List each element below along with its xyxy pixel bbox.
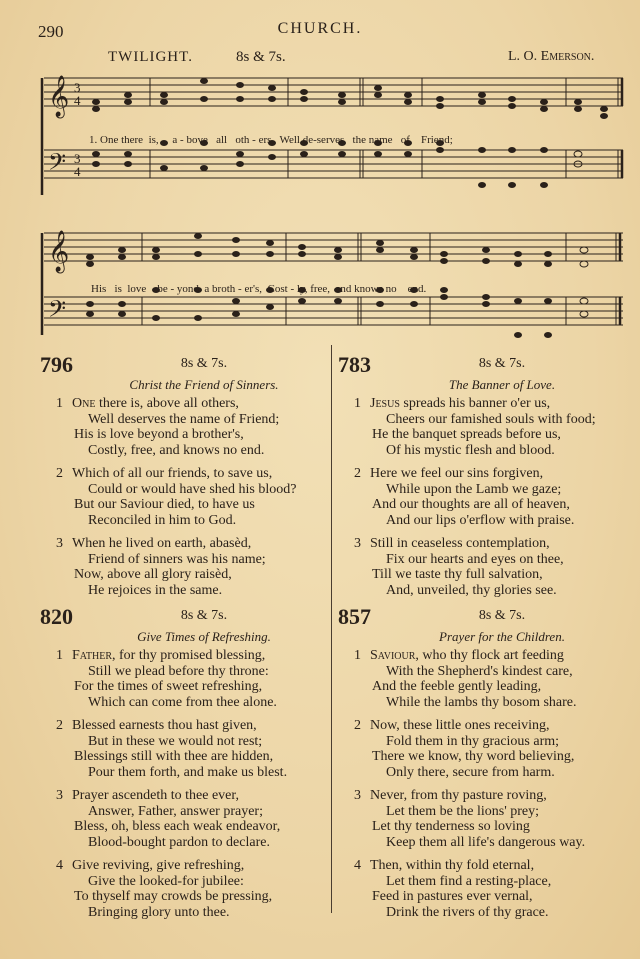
svg-text:𝄢: 𝄢 xyxy=(48,148,67,181)
tune-name: TWILIGHT. xyxy=(108,49,193,65)
verse-3: 3 Never, from thy pasture roving, Let them be the lions' prey; Let thy tenderness so loving Keep them all life's dangerous way. xyxy=(354,788,586,850)
hymn-verses xyxy=(338,648,585,928)
verse-1: 1 Father, for thy promised blessing, Still we plead before thy throne: For the times of sweet refreshing, Which can come from thee alone. xyxy=(56,648,277,710)
verse-3: 3 Prayer ascendeth to thee ever, Answer, Father, answer prayer; Bless, oh, bless each weak endeavor, Blood-bought pardon to declare. xyxy=(56,788,281,850)
hymn-820 xyxy=(40,604,330,924)
verse-2: 2 Here we feel our sins forgiven, While upon the Lamb we gaze; And our thoughts are all of heaven, And our lips o'erflow with praise. xyxy=(354,466,575,528)
hymn-meter: 8s & 7s. xyxy=(478,608,526,623)
hymn-verses xyxy=(338,396,596,606)
hymn-verses xyxy=(40,396,296,606)
svg-text:3: 3 xyxy=(74,151,81,166)
verse-4: 4 Give reviving, give refreshing, Give the looked-for jubilee: To thyself may crowds be pressing, Bringing glory unto thee. xyxy=(56,858,273,920)
hymn-title: Give Times of Refreshing. xyxy=(137,629,271,644)
hymn-verses xyxy=(40,648,287,928)
verse-2: 2 Which of all our friends, to save us, Could or would have shed his blood? But our Saviour died, to have us Reconciled in him to God. xyxy=(56,466,297,528)
tune-meter: 8s & 7s. xyxy=(236,49,286,65)
verse-2: 2 Blessed earnests thou hast given, But in these we would not rest; Blessings still with thee are hidden, Pour them forth, and make us blest. xyxy=(56,718,288,780)
tune-composer: L. O. Emerson. xyxy=(508,49,595,64)
hymn-title: Prayer for the Children. xyxy=(439,629,565,644)
verse-3: 3 Still in ceaseless contemplation, Fix our hearts and eyes on thee, Till we taste thy full salvation, And, unveiled, thy glories see. xyxy=(354,536,564,598)
running-head: CHURCH. xyxy=(277,20,363,37)
verse-1: 1 Saviour, who thy flock art feeding With the Shepherd's kindest care, And the feeble gently leading, While the lambs thy bosom share. xyxy=(354,648,577,710)
hymn-meter: 8s & 7s. xyxy=(180,356,228,371)
verse-1: 1 One there is, above all others, Well deserves the name of Friend; His is love beyond a brother's, Costly, free, and knows no end. xyxy=(56,396,280,458)
svg-text:𝄞: 𝄞 xyxy=(48,76,70,117)
svg-text:4: 4 xyxy=(74,93,81,108)
hymn-title: The Banner of Love. xyxy=(448,377,556,392)
verse-4: 4 Then, within thy fold eternal, Let them find a resting-place, Feed in pastures ever vernal, Drink the rivers of thy grace. xyxy=(354,858,552,920)
hymn-857 xyxy=(338,604,628,924)
verse-1: 1 Jesus spreads his banner o'er us, Cheers our famished souls with food; He the banquet spreads before us, Of his mystic flesh and blood. xyxy=(354,396,596,458)
page-number: 290 xyxy=(38,22,64,41)
music-system-1 xyxy=(38,70,628,210)
svg-text:4: 4 xyxy=(74,164,81,179)
hymn-number: 820 xyxy=(40,604,73,629)
hymn-number: 857 xyxy=(338,604,371,629)
lyrics-line-2: His is love be - yond a broth - er's, Cost - ly, free, and knows no end. xyxy=(91,283,427,295)
svg-text:𝄢: 𝄢 xyxy=(48,295,67,328)
column-divider xyxy=(331,345,332,913)
svg-text:3: 3 xyxy=(74,80,81,95)
lyrics-line-1: 1. One there is, a - bove all oth - ers, Well de-serves the name of Friend; xyxy=(89,134,453,146)
hymn-number: 796 xyxy=(40,352,73,377)
svg-text:𝄞: 𝄞 xyxy=(48,231,70,272)
music-system-2 xyxy=(38,225,628,345)
verse-3: 3 When he lived on earth, abasèd, Friend of sinners was his name; Now, above all glory raisèd, He rejoices in the same. xyxy=(56,536,266,598)
hymn-meter: 8s & 7s. xyxy=(180,608,228,623)
hymn-number: 783 xyxy=(338,352,371,377)
hymn-meter: 8s & 7s. xyxy=(478,356,526,371)
hymn-title: Christ the Friend of Sinners. xyxy=(129,377,279,392)
verse-2: 2 Now, these little ones receiving, Fold them in thy gracious arm; There we know, thy word believing, Only there, secure from harm. xyxy=(354,718,575,780)
hymn-783 xyxy=(338,352,628,598)
hymn-796 xyxy=(40,352,330,598)
